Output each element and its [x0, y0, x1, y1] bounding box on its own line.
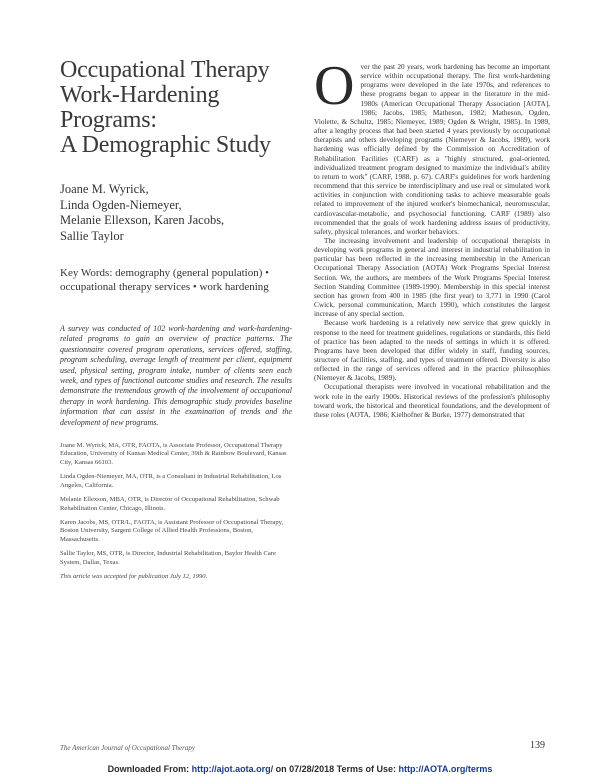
body-paragraph: The increasing involvement and leadership of occupational therapists in developing work programs in general and interest in industrial rehabilitation in particular has been reflected in the increasing membership in the American Occupational Therapy Association (AOTA) Work Programs Special Interest Section. We, the authors, are members of the Work Programs Special Interest Section Standing Committee (1989-1990). Membership in this special interest section has grown from 400 in 1985 (the first year) to 3,771 in 1990 (Carol Cwick, personal communication, March 1990), which constitutes the largest increase of any special section.: [314, 235, 550, 319]
terms-link[interactable]: http://AOTA.org/terms: [398, 764, 493, 774]
title-line: A Demographic Study: [60, 132, 271, 158]
journal-footer: The American Journal of Occupational Therapy: [60, 744, 195, 752]
abstract: A survey was conducted of 102 work-hardening and work-hardening-related programs to gain an overview of practice patterns. The questionnaire covered program operations, services offered, staffing, program scheduling, average length of treatment per client, equipment used, physical setting, program intake, number of clients seen each week, and types of functional outcome studies and research. The results demonstrate the tremendous growth of the involvement of occupational therapy in work hardening. This demographic study provides baseline information that can assist in the examination of trends and the development of new programs.: [60, 324, 292, 427]
right-column: [314, 55, 550, 419]
author-line: Melanie Ellexson, Karen Jacobs,: [60, 213, 225, 227]
author-list: [60, 182, 292, 244]
site-link[interactable]: http://ajot.aota.org/: [191, 764, 274, 774]
body-paragraph: Because work hardening is a relatively new service that grew quickly in response to the need for treatment guidelines, regulations or standards, this field of practice has been adapted to the needs of settings in which it is offered. Programs have been developed that differ widely in staff, funding sources, structure of facilities, staffing, and types of treatment offered. Diversity is also reflected in the range of services offered and in the practice philosophies (Niemeyer & Jacobs, 1989).: [314, 318, 550, 383]
affiliation: Sallie Taylor, MS, OTR, is Director, Industrial Rehabilitation, Baylor Health Care System, Dallas, Texas.: [60, 550, 276, 566]
left-column: [60, 58, 292, 587]
affiliation: Karen Jacobs, MS, OTR/L, FAOTA, is Assistant Professor of Occupational Therapy, Boston University, Sargent College of Allied Health Professions, Boston, Massachusetts.: [60, 518, 284, 543]
affiliation: Joane M. Wyrick, MA, OTR, FAOTA, is Associate Professor, Occupational Therapy Education, University of Kansas Medical Center, 39th & Rainbow Boulevard, Kansas City, Kansas 66103.: [60, 442, 287, 466]
author-line: Joane M. Wyrick,: [60, 182, 149, 196]
title-line: Programs:: [60, 107, 157, 133]
title-line: Work-Hardening: [60, 82, 220, 108]
affiliation: Melanie Ellexson, MBA, OTR, is Director of Occupational Rehabilitation, Schwab Rehabilitation Center, Chicago, Illinois.: [60, 496, 280, 512]
article-title: [60, 58, 292, 158]
author-line: Linda Ogden-Niemeyer,: [60, 197, 182, 212]
received-note: This article was accepted for publication July 12, 1990.: [60, 572, 208, 580]
affiliation: Linda Ogden-Niemeyer, MA, OTR, is a Consultant in Industrial Rehabilitation, Los Angeles, California.: [60, 473, 282, 489]
drop-cap: O: [314, 55, 355, 117]
download-middle: on 07/28/2018 Terms of Use:: [273, 764, 399, 774]
page-number: 139: [530, 740, 545, 751]
body-paragraph: Occupational therapists were involved in vocational rehabilitation and the work role in the early 1900s. Historical reviews of the profession's philosophy toward work, the historical and theoretical foundations, and the development of these roles (AOTA, 1986; Kielhofner & Burke, 1977) demonstrated that: [314, 382, 550, 419]
keywords: Key Words: demography (general population) • occupational therapy services • work hardening: [60, 267, 269, 293]
author-line: Sallie Taylor: [60, 228, 124, 243]
download-prefix: Downloaded From:: [107, 764, 192, 774]
body-text: [314, 55, 550, 419]
download-notice: [0, 762, 600, 776]
body-paragraph: ver the past 20 years, work hardening has become an important service within occupational therapy. The first work-hardening programs were developed in the late 1970s, and references to these programs began to appear in the literature in the mid-1980s (American Occupational Therapy Association [AOTA], 1986; Jacobs, 1985; Matheson, 1982; Matheson, Ogden, Violette, & Schultz, 1985; Niemeyer, 1989; Ogden & Wright, 1985). In 1989, after a lengthy process that had been started 4 years previously by occupational therapists and others developing programs (Niemeyer & Jacobs, 1989), work hardening was officially defined by the Commission on Accreditation of Rehabilitation Facilities (CARF) as a "highly structured, goal-oriented, individualized treatment program designed to maximize the individual's ability to return to work" (CARF, 1988, p. 67). CARF's guidelines for work hardening recommend that this service be interdisciplinary and use real or simulated work activities in conjunction with conditioning tasks to achieve measurable goals related to improvement of the injured worker's biomechanical, neuromuscular, cardiovascular-metabolic, and psychosocial functioning. CARF (1989) also recommended that the goals of work hardening address issues of productivity, safety, physical tolerances, and worker behaviors.: [314, 62, 550, 236]
title-line: Occupational Therapy: [60, 57, 270, 83]
